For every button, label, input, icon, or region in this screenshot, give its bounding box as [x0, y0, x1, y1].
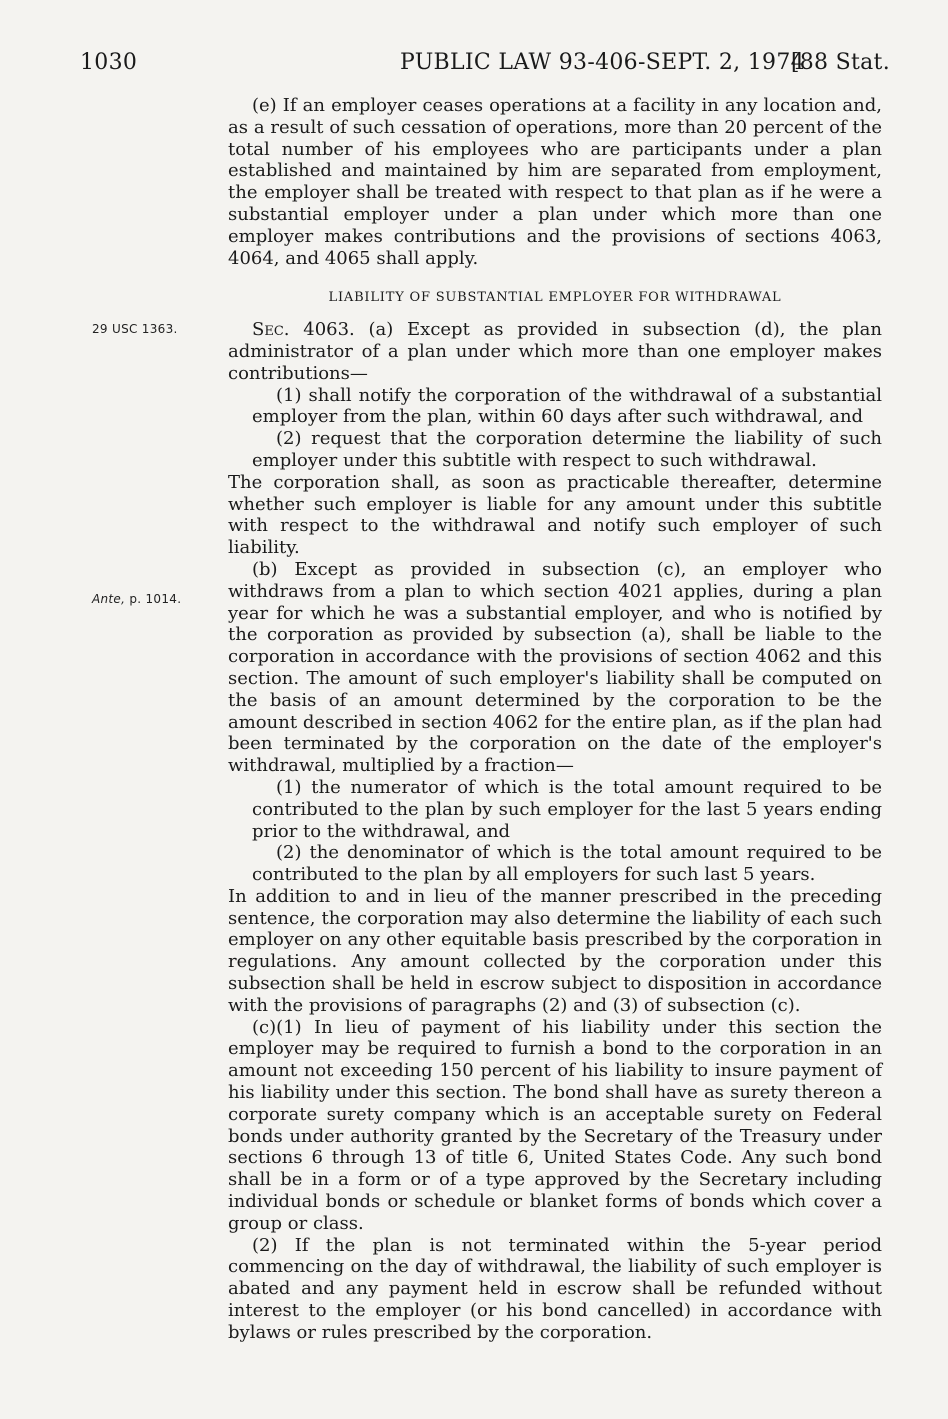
sec-a-text: 4063. (a) Except as provided in subsection (d), the plan administrator of a plan under which more than one employer makes contributions—	[228, 319, 882, 384]
page-header	[80, 50, 890, 80]
page-number: 1030	[80, 50, 138, 75]
running-title: PUBLIC LAW 93-406-SEPT. 2, 1974	[400, 50, 805, 75]
statute-reference: [88 Stat.	[790, 50, 890, 75]
paragraph-c2: (2) If the plan is not terminated within the 5-year period commencing on the day of withdrawal, the liability of such employer is abated and any payment held in escrow shall be refunded without interest to the employer (or his bond cancelled) in accordance with bylaws or rules prescribed by the corporation.	[228, 1234, 882, 1343]
paragraph-b1: (1) the numerator of which is the total amount required to be contributed to the plan by such employer for the last 5 years ending prior to the withdrawal, and	[252, 776, 882, 842]
margin-note-ante-page: p. 1014.	[125, 592, 182, 606]
paragraph-a1: (1) shall notify the corporation of the withdrawal of a substantial employer from the plan, within 60 days after such withdrawal, and	[252, 384, 882, 428]
section-heading: LIABILITY OF SUBSTANTIAL EMPLOYER FOR WITHDRAWAL	[328, 290, 782, 306]
document-body	[228, 95, 882, 1344]
paragraph-b-continuation: In addition to and in lieu of the manner prescribed in the preceding sentence, the corporation may also determine the liability of each such employer on any other equitable basis prescribed by the corporation in regulations. Any amount collected by the corporation under this subsection shall be held in escrow subject to disposition in accordance with the provisions of paragraphs (2) and (3) of subsection (c).	[228, 885, 882, 1016]
margin-note-ante-italic: Ante,	[92, 592, 126, 606]
margin-note-ante	[92, 592, 181, 606]
paragraph-e: (e) If an employer ceases operations at a facility in any location and, as a result of such cessation of operations, more than 20 percent of the total number of his employees who are participants under a plan established and maintained by him are separated from employment, the employer shall be treated with respect to that plan as if he were a substantial employer under a plan under which more than one employer makes contributions and the provisions of sections 4063, 4064, and 4065 shall apply.	[228, 95, 882, 269]
paragraph-c1: (c)(1) In lieu of payment of his liability under this section the employer may be required to furnish a bond to the corporation in an amount not exceeding 150 percent of his liability to insure payment of his liability under this section. The bond shall have as surety thereon a corporate surety company which is an acceptable surety on Federal bonds under authority granted by the Secretary of the Treasury under sections 6 through 13 of title 6, United States Code. Any such bond shall be in a form or of a type approved by the Secretary including individual bonds or schedule or blanket forms of bonds which cover a group or class.	[228, 1016, 882, 1234]
paragraph-a-continuation: The corporation shall, as soon as practicable thereafter, determine whether such employer is liable for any amount under this subtitle with respect to the withdrawal and notify such employer of such liability.	[228, 471, 882, 559]
paragraph-a2: (2) request that the corporation determine the liability of such employer under this subtitle with respect to such withdrawal.	[252, 428, 882, 471]
paragraph-sec-4063-a	[228, 319, 882, 384]
paragraph-b: (b) Except as provided in subsection (c), an employer who withdraws from a plan to which section 4021 applies, during a plan year for which he was a substantial employer, and who is notified by the corporation as provided by subsection (a), shall be liable to the corporation in accordance with the provisions of section 4062 and this section. The amount of such employer's liability shall be computed on the basis of an amount determined by the corporation to be the amount described in section 4062 for the entire plan, as if the plan had been terminated by the corporation on the date of the employer's withdrawal, multiplied by a fraction—	[228, 558, 882, 777]
sec-label: Sec.	[252, 319, 290, 341]
margin-note-usc: 29 USC 1363.	[92, 322, 178, 336]
paragraph-b2: (2) the denominator of which is the total amount required to be contributed to the plan by all employers for such last 5 years.	[252, 842, 882, 886]
